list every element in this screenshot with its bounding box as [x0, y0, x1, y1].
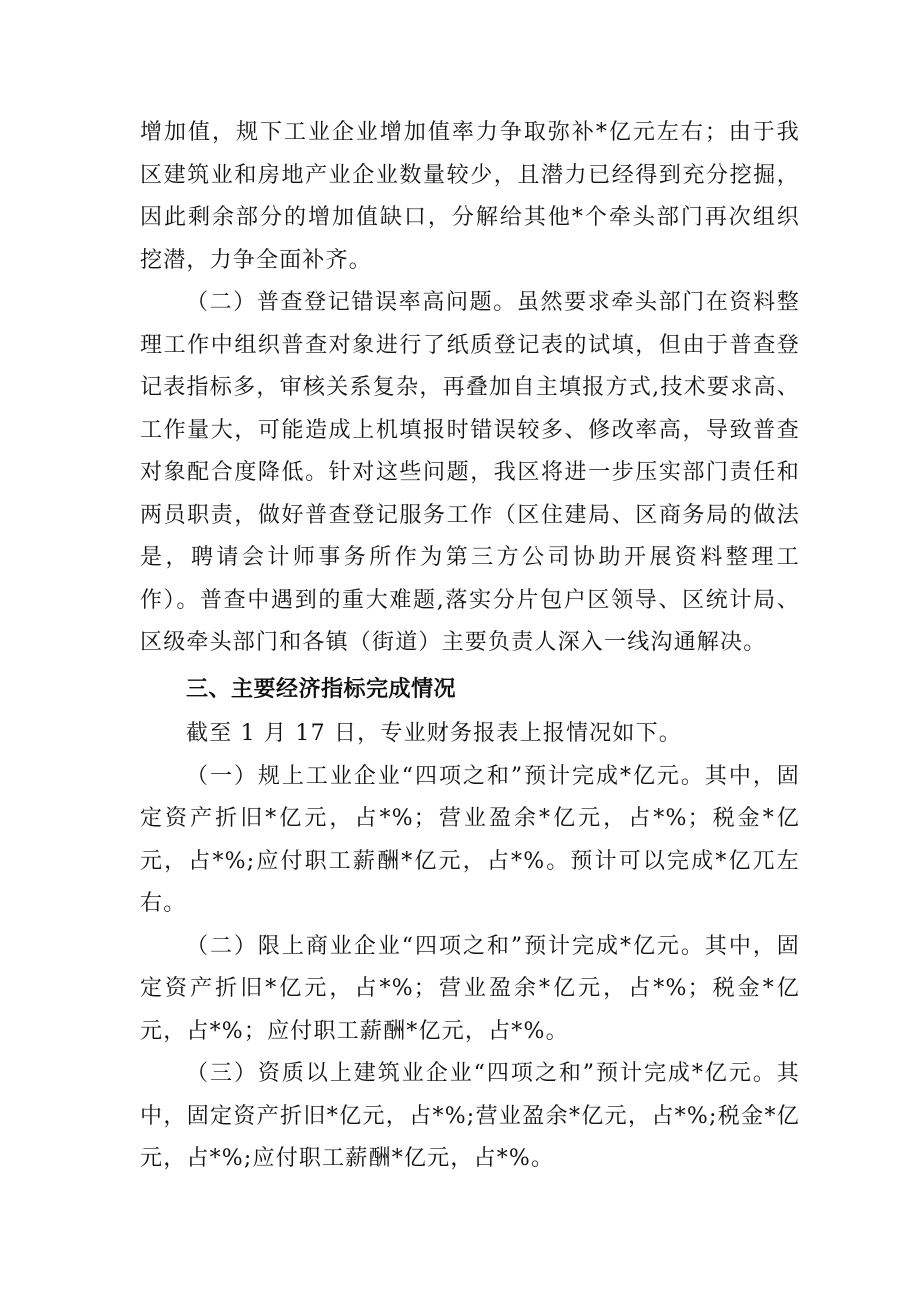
paragraph-commercial-enterprises: （二）限上商业企业“四项之和”预计完成*亿元。其中，固定资产折旧*亿元，占*%；营业盈余*亿元，占*%；税金*亿元，占*%；应付职工薪酬*亿元，占*%。 [140, 933, 800, 1044]
paragraph-registration-error-rate: （二）普查登记错误率高问题。虽然要求牵头部门在资料整理工作中组织普查对象进行了纸质登记表的试填，但由于普查登记表指标多，审核关系复杂，再叠加自主填报方式,技术要求高、工作量大，可能造成上机填报时错误较多、修改率高，导致普查对象配合度降低。针对这些问题，我区将进一步压实部门责任和两员职责，做好普查登记服务工作（区住建局、区商务局的做法是，聘请会计师事务所作为第三方公司协助开展资料整理工作）。普查中遇到的重大难题,落实分片包户区领导、区统计局、区级牵头部门和各镇（街道）主要负责人深入一线沟通解决。 [140, 290, 800, 655]
document-page [140, 112, 800, 1181]
paragraph-construction-enterprises: （三）资质以上建筑业企业“四项之和”预计完成*亿元。其中，固定资产折旧*亿元，占*%;营业盈余*亿元，占*%;税金*亿元，占*%;应付职工薪酬*亿元，占*%。 [140, 1061, 800, 1171]
section-heading-main-indicators: 三、主要经济指标完成情况 [186, 676, 457, 702]
paragraph-industrial-enterprises: （一）规上工业企业“四项之和”预计完成*亿元。其中，固定资产折旧*亿元，占*%；营业盈余*亿元，占*%；税金*亿元，占*%;应付职工薪酬*亿元，占*%。预计可以完成*亿兀左右。 [140, 763, 800, 916]
paragraph-report-status: 截至 1 月 17 日，专业财务报表上报情况如下。 [186, 721, 682, 746]
paragraph-value-added-gap: 增加值，规下工业企业增加值率力争取弥补*亿元左右；由于我区建筑业和房地产业企业数量较少，且潜力已经得到充分挖掘，因此剩余部分的增加值缺口，分解给其他*个牵头部门再次组织挖潜，力争全面补齐。 [140, 120, 800, 273]
